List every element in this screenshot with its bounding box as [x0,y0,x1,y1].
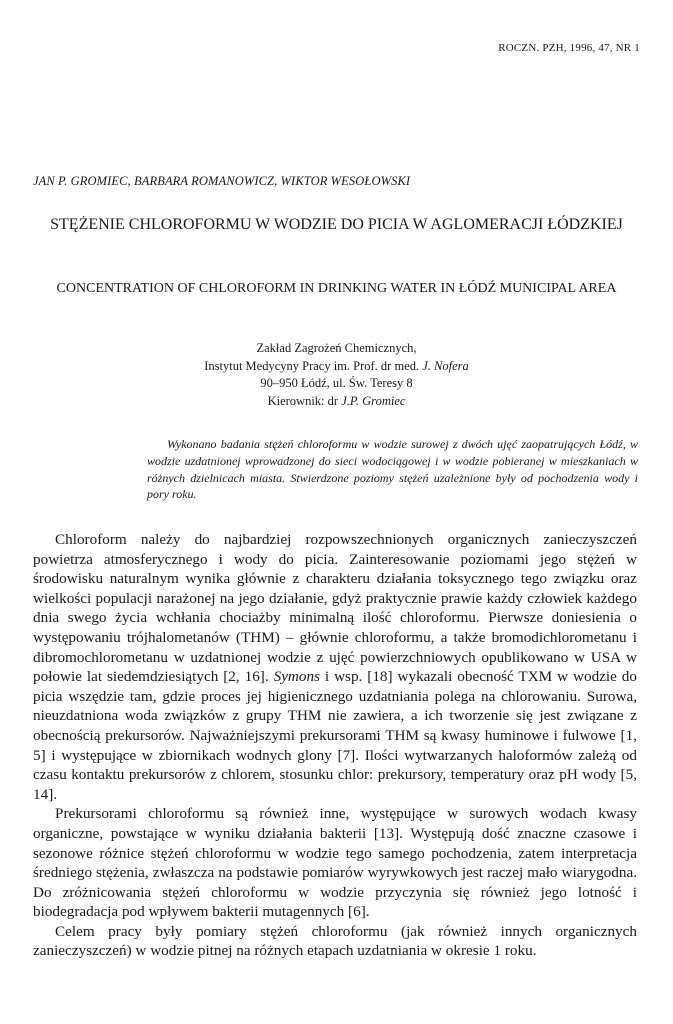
affiliation-line-3: 90–950 Łódź, ul. Św. Teresy 8 [260,376,413,390]
title-english: CONCENTRATION OF CHLOROFORM IN DRINKING WATER IN ŁÓDŹ MUNICIPAL AREA [56,281,617,296]
affiliation-institute-patron: J. Nofera [422,358,469,373]
body-paragraph-1-part-b: i wsp. [18] wykazali obecność TXM w wodzie do picia wszędzie tam, gdzie proces jej higienicznego uzdatniania polega na chlorowaniu. Surowa, nieuzdatniona woda związków z grupy THM nie zawiera, a ich tworzenie się jest związane z obecnością prekursorów. Najważniejszymi prekursorami THM są kwasy huminowe i fulwowe [1, 5] i występujące w zbiornikach wodnych glony [7]. Ilości wytwarzanych haloformów zależą od czasu kontaktu prekursorów z chlorem, stosunku chlor: prekursory, temperatury oraz pH wody [5, 14]. [33,668,637,803]
journal-reference: ROCZN. PZH, 1996, 47, NR 1 [498,42,640,54]
affiliation-head-label: Kierownik: dr [267,393,342,408]
affiliation-head-name: J.P. Gromiec [341,393,406,408]
title-polish: STĘŻENIE CHLOROFORMU W WODZIE DO PICIA W AGLOMERACJI ŁÓDZKIEJ [50,216,623,233]
affiliation-line-4 [140,393,533,411]
affiliation-institute: Instytut Medycyny Pracy im. Prof. dr med. [204,358,423,373]
affiliation-line-1: Zakład Zagrożeń Chemicznych, [256,341,417,355]
abstract: Wykonano badania stężeń chloroformu w wodzie surowej z dwóch ujęć zaopatrujących Łódź, w wodzie uzdatnionej wprowadzonej do sieci wodociągowej i w wodzie pobieranej w mieszkaniach w różnych dzielnicach miasta. Stwierdzone poziomy stężeń uzależnione były od pochodzenia wody i pory roku. [147,437,638,502]
body-paragraph-3: Celem pracy były pomiary stężeń chloroformu (jak również innych organicznych zanieczyszczeń) w wodzie pitnej na różnych etapach uzdatniania w okresie 1 roku. [33,922,637,960]
body-paragraph-1-part-a: Chloroform należy do najbardziej rozpowszechnionych organicznych zanieczyszczeń powietrza atmosferycznego i wody do picia. Zainteresowanie poziomami jego stężeń w środowisku naturalnym wynika głównie z charakteru działania toksycznego tego związku oraz wielkości populacji narażonej na jego działanie, gdyż praktycznie prawie każdy człowiek każdego dnia swego życia wchłania chociażby minimalną ilość chloroformu. Pierwsze doniesienia o występowaniu trójhalometanów (THM) – głównie chloroformu, a także bromodichlorometanu i dibromochlorometanu w uzdatnionej wodzie z ujęć powierzchniowych opublikowano w USA w połowie lat siedemdziesiątych [2, 16]. [33,531,637,686]
body-paragraph-1-citation-author: Symons [273,668,320,686]
body-paragraph-1 [33,530,637,804]
body-paragraph-2: Prekursorami chloroformu są również inne, występujące w surowych wodach kwasy organiczne, powstające w wyniku działania bakterii [13]. Występują dość znaczne czasowe i sezonowe różnice stężeń chloroformu w wodzie tego samego pochodzenia, zatem interpretacja średniego stężenia, zwłaszcza na podstawie pomiarów wyrywkowych jest raczej mało wiarygodna. Do zróżnicowania stężeń chloroformu w wodzie przyczynia się również jego lotność i biodegradacja pod wpływem bakterii mutagennych [6]. [33,805,637,921]
affiliation [140,340,533,410]
affiliation-line-2 [140,358,533,376]
authors: JAN P. GROMIEC, BARBARA ROMANOWICZ, WIKTOR WESOŁOWSKI [33,174,411,188]
article-body [33,530,637,961]
